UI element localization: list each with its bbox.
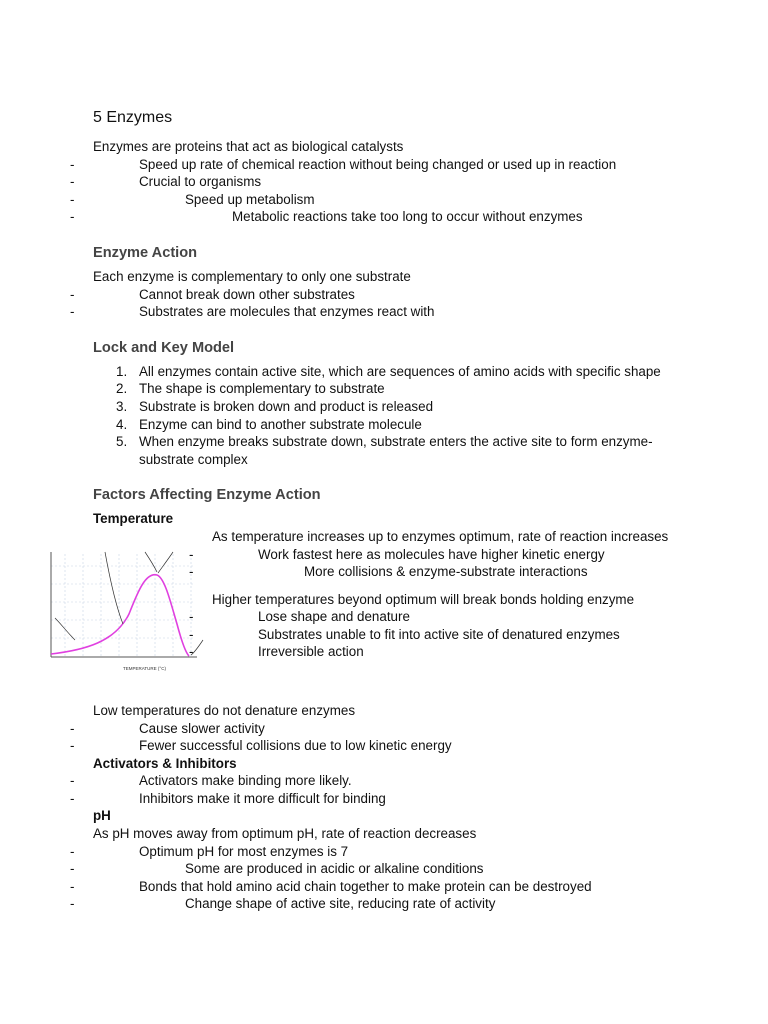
list-item: - Work fastest here as molecules have higher kinetic energy	[212, 546, 682, 564]
low-temp-list	[93, 720, 693, 755]
list-item: - Irreversible action	[212, 643, 682, 661]
item-number: 5.	[116, 434, 128, 450]
list-item: - Activators make binding more likely.	[93, 772, 693, 790]
activators-heading: Activators & Inhibitors	[93, 755, 237, 771]
list-item: - Metabolic reactions take too long to occur without enzymes	[93, 208, 693, 226]
list-item: - Substrates unable to fit into active site of denatured enzymes	[212, 626, 682, 644]
item-text: The shape is complementary to substrate	[139, 381, 385, 397]
item-text: Enzyme can bind to another substrate molecule	[139, 416, 422, 432]
list-item: - Speed up metabolism	[93, 191, 693, 209]
lock-key-heading: Lock and Key Model	[93, 339, 235, 356]
list-item: - Change shape of active site, reducing rate of activity	[93, 895, 693, 913]
list-item: - Optimum pH for most enzymes is 7	[93, 843, 693, 861]
list-item	[93, 380, 693, 398]
list-item: - More collisions & enzyme-substrate interactions	[212, 563, 682, 581]
item-number: 2.	[116, 381, 128, 397]
activators-list	[93, 772, 693, 807]
temperature-section	[93, 528, 693, 696]
temp-list-2	[212, 608, 682, 661]
lock-key-list	[93, 363, 693, 469]
page-title: 5 Enzymes	[93, 109, 173, 126]
item-number: 4.	[116, 416, 128, 432]
list-item: - Cause slower activity	[93, 720, 693, 738]
list-item	[93, 416, 693, 434]
list-item: - Speed up rate of chemical reaction without being changed or used up in reaction	[93, 156, 693, 174]
factors-heading: Factors Affecting Enzyme Action	[93, 487, 321, 504]
intro-list	[93, 156, 693, 226]
temp-text-1: As temperature increases up to enzymes optimum, rate of reaction increases	[212, 528, 669, 544]
enzyme-action-list	[93, 286, 693, 321]
temp-text-2: Higher temperatures beyond optimum will break bonds holding enzyme	[212, 591, 635, 607]
ph-list	[93, 843, 693, 913]
temperature-heading: Temperature	[93, 511, 174, 527]
low-temp-text: Low temperatures do not denature enzymes	[93, 702, 356, 718]
graph-x-label: TEMPERATURE (°C)	[123, 665, 166, 671]
enzyme-action-text: Each enzyme is complementary to only one substrate	[93, 268, 411, 284]
graph-background	[45, 544, 205, 674]
temp-list-1	[212, 546, 682, 581]
ph-heading: pH	[93, 808, 111, 824]
temperature-text	[212, 528, 682, 661]
list-item: - Cannot break down other substrates	[93, 286, 693, 304]
document-page	[93, 108, 693, 913]
item-number: 3.	[116, 398, 128, 414]
list-item: - Lose shape and denature	[212, 608, 682, 626]
list-item	[93, 433, 693, 468]
item-text: Substrate is broken down and product is released	[139, 398, 434, 414]
list-item	[93, 398, 693, 416]
list-item: - Inhibitors make it more difficult for binding	[93, 790, 693, 808]
item-text: When enzyme breaks substrate down, substrate enters the active site to form enzyme-substrate complex	[139, 434, 653, 467]
list-item: - Crucial to organisms	[93, 173, 693, 191]
item-number: 1.	[116, 363, 128, 379]
list-item: - Fewer successful collisions due to low kinetic energy	[93, 737, 693, 755]
list-item	[93, 363, 693, 381]
temperature-graph	[45, 544, 205, 674]
list-item: - Bonds that hold amino acid chain together to make protein can be destroyed	[93, 878, 693, 896]
list-item: - Substrates are molecules that enzymes react with	[93, 303, 693, 321]
intro-text: Enzymes are proteins that act as biological catalysts	[93, 139, 404, 154]
enzyme-action-heading: Enzyme Action	[93, 244, 198, 261]
item-text: All enzymes contain active site, which are sequences of amino acids with specific shape	[139, 363, 661, 379]
ph-text: As pH moves away from optimum pH, rate of reaction decreases	[93, 826, 477, 842]
list-item: - Some are produced in acidic or alkaline conditions	[93, 860, 693, 878]
